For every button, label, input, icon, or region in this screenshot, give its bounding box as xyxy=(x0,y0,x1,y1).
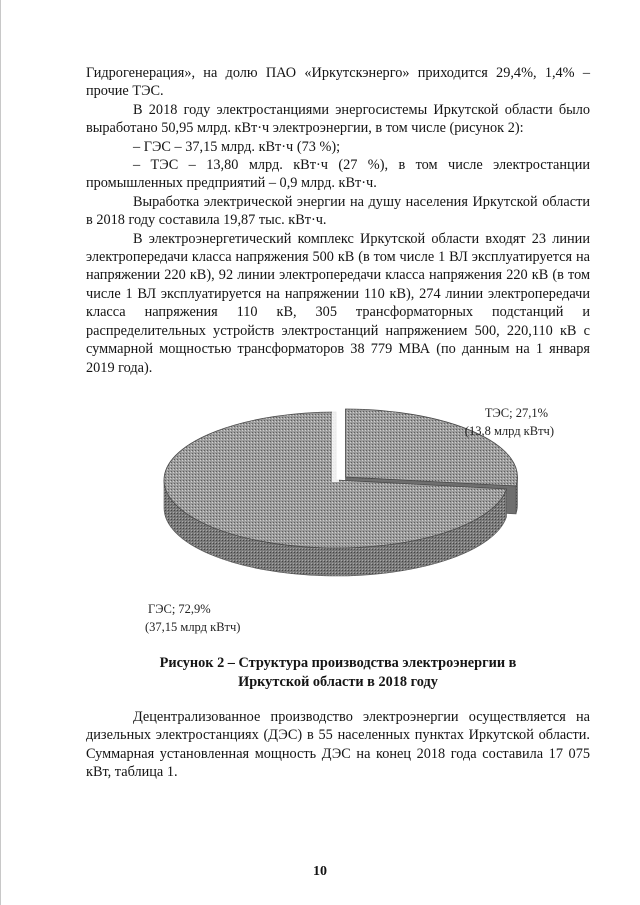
paragraph-power-grid: В электроэнергетический комплекс Иркутской области входят 23 линии электропередачи класса напряжения 500 кВ (в том числе 1 ВЛ эксплуатируется на напряжении 220 кВ), 92 линии электропередачи класса напряжения 220 кВ (в том числе 1 ВЛ эксплуатируется на напряжении 110 кВ), 274 линии электропередачи класса напряжения 110 кВ, 305 трансформаторных подстанций и распределительных устройств электростанций напряжением 500, 220,110 кВ с суммарной мощностью трансформаторов 38 779 МВА (по данным на 1 января 2019 года). xyxy=(86,230,590,376)
pie-slice-gap xyxy=(332,410,339,482)
figure-caption-line-1: Рисунок 2 – Структура производства электроэнергии в xyxy=(159,655,517,671)
paragraph-production-2018: В 2018 году электростанциями энергосистемы Иркутской области было выработано 50,95 млрд. кВт·ч электроэнергии, в том числе (рисунок 2): xyxy=(86,101,590,137)
slice-sublabel-tes: (13,8 млрд кВтч) xyxy=(464,424,554,438)
slice-label-tes: ТЭС; 27,1% xyxy=(484,406,548,420)
slice-label-ges: ГЭС; 72,9% xyxy=(148,602,211,616)
paragraph-per-capita: Выработка электрической энергии на душу населения Иркутской области в 2018 году составила 19,87 тыс. кВт·ч. xyxy=(86,193,590,229)
list-item-hydro: – ГЭС – 37,15 млрд. кВт·ч (73 %); xyxy=(133,138,341,155)
slice-sublabel-ges: (37,15 млрд кВтч) xyxy=(145,620,241,634)
body-text-bottom xyxy=(86,708,590,782)
figure-caption xyxy=(86,654,590,692)
paragraph-decentralized: Децентрализованное производство электроэнергии осуществляется на дизельных электростанциях (ДЭС) в 55 населенных пунктах Иркутской области. Суммарная установленная мощность ДЭС на конец 2018 года составила 17 075 кВт, таблица 1. xyxy=(86,709,590,781)
page-number: 10 xyxy=(313,864,327,879)
list-item-thermal: – ТЭС – 13,80 млрд. кВт·ч (27 %), в том числе электростанции промышленных предприятий – 0,9 млрд. кВт·ч. xyxy=(86,157,590,192)
paragraph-hydrogeneration: Гидрогенерация», на долю ПАО «Иркутскэнерго» приходится 29,4%, 1,4% – прочие ТЭС. xyxy=(86,65,590,100)
body-text-top xyxy=(86,64,590,377)
figure-caption-line-2: Иркутской области в 2018 году xyxy=(238,674,438,690)
pie-chart xyxy=(0,390,640,640)
pie-slice-tes xyxy=(345,409,517,486)
